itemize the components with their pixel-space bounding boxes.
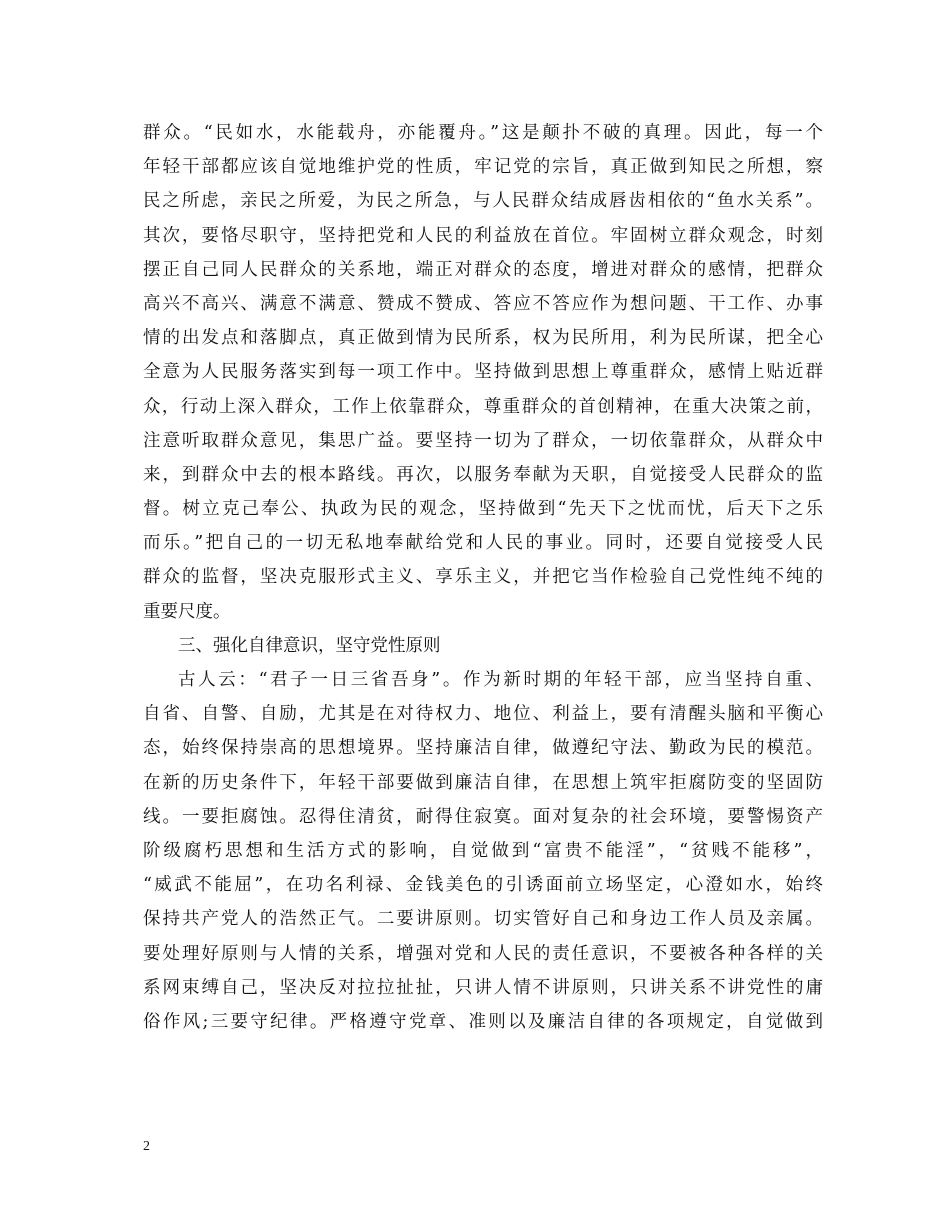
text-line: 重要尺度。 [143, 601, 231, 622]
text-line: “威武不能屈”，在功名利禄、金钱美色的引诱面前立场坚定，心澄如水，始终 [143, 875, 823, 896]
text-line: 其次，要恪尽职守，坚持把党和人民的利益放在首位。牢固树立群众观念，时刻 [143, 225, 823, 246]
text-line: 阶级腐朽思想和生活方式的影响，自觉做到“富贵不能淫”，“贫贱不能移”， [143, 840, 823, 861]
text-line: 系网束缚自己，坚决反对拉拉扯扯，只讲人情不讲原则，只讲关系不讲党性的庸 [143, 977, 823, 998]
text-line: 督。树立克己奉公、执政为民的观念，坚持做到“先天下之忧而忧，后天下之乐 [143, 499, 823, 520]
section-heading: 三、强化自律意识，坚守党性原则 [178, 635, 441, 656]
text-line: 古人云：“君子一日三省吾身”。作为新时期的年轻干部，应当坚持自重、 [178, 670, 823, 690]
text-line: 在新的历史条件下，年轻干部要做到廉洁自律，在思想上筑牢拒腐防变的坚固防 [143, 772, 823, 793]
text-line: 而乐。”把自己的一切无私地奉献给党和人民的事业。同时，还要自觉接受人民 [143, 533, 823, 554]
text-line: 年轻干部都应该自觉地维护党的性质，牢记党的宗旨，真正做到知民之所想，察 [143, 157, 823, 178]
page-number: 2 [143, 1139, 150, 1154]
text-line: 态，始终保持崇高的思想境界。坚持廉洁自律，做遵纪守法、勤政为民的模范。 [143, 738, 823, 759]
text-line: 众，行动上深入群众，工作上依靠群众，尊重群众的首创精神，在重大决策之前， [143, 396, 823, 417]
text-line: 全意为人民服务落实到每一项工作中。坚持做到思想上尊重群众，感情上贴近群 [143, 362, 823, 383]
text-line: 来，到群众中去的根本路线。再次，以服务奉献为天职，自觉接受人民群众的监 [143, 464, 823, 485]
text-line: 俗作风;三要守纪律。严格遵守党章、准则以及廉洁自律的各项规定，自觉做到 [143, 1011, 823, 1032]
text-line: 情的出发点和落脚点，真正做到情为民所系，权为民所用，利为民所谋，把全心 [143, 328, 823, 349]
text-line: 线。一要拒腐蚀。忍得住清贫，耐得住寂寞。面对复杂的社会环境，要警惕资产 [143, 806, 823, 827]
text-line: 民之所虑，亲民之所爱，为民之所急，与人民群众结成唇齿相依的“鱼水关系”。 [143, 191, 823, 212]
text-line: 注意听取群众意见，集思广益。要坚持一切为了群众，一切依靠群众，从群众中 [143, 430, 823, 451]
text-line: 摆正自己同人民群众的关系地，端正对群众的态度，增进对群众的感情，把群众 [143, 259, 823, 280]
text-line: 自省、自警、自励，尤其是在对待权力、地位、利益上，要有清醒头脑和平衡心 [143, 704, 823, 725]
text-line: 保持共产党人的浩然正气。二要讲原则。切实管好自己和身边工作人员及亲属。 [143, 909, 823, 930]
text-line: 高兴不高兴、满意不满意、赞成不赞成、答应不答应作为想问题、干工作、办事 [143, 293, 823, 314]
body-text [143, 116, 823, 1039]
text-line: 要处理好原则与人情的关系，增强对党和人民的责任意识，不要被各种各样的关 [143, 943, 823, 964]
text-line: 群众的监督，坚决克服形式主义、享乐主义，并把它当作检验自己党性纯不纯的 [143, 567, 823, 588]
text-line: 群众。“民如水，水能载舟，亦能覆舟。”这是颠扑不破的真理。因此，每一个 [143, 123, 823, 143]
